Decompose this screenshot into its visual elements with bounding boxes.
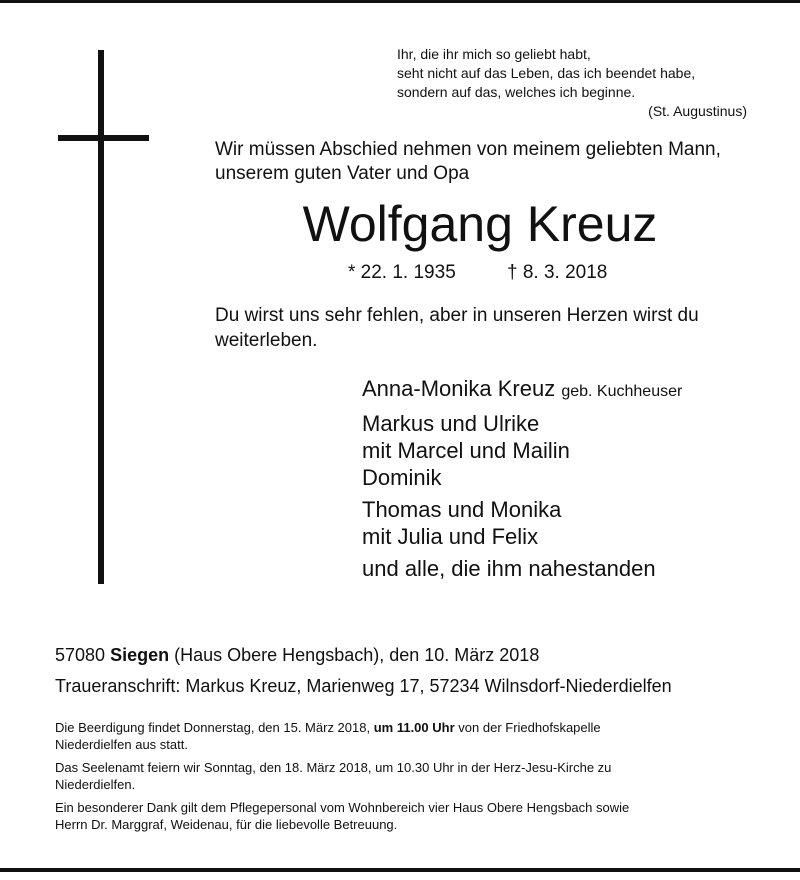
mourner-widow xyxy=(362,375,792,405)
mourner-line: und alle, die ihm nahestanden xyxy=(362,556,656,581)
mourning-address: Traueranschrift: Markus Kreuz, Marienweg 17, 57234 Wilnsdorf-Niederdielfen xyxy=(55,676,672,696)
motto-quote xyxy=(397,45,747,121)
postcode: 57080 xyxy=(55,645,106,665)
mourner-line: Markus und Ulrike xyxy=(362,411,540,436)
requiem-line: Das Seelenamt feiern wir Sonntag, den 18. März 2018, um 10.30 Uhr in der Herz-Jesu-Kirche zu xyxy=(55,760,612,775)
motto-line: Ihr, die ihr mich so geliebt habt, xyxy=(397,46,591,62)
widow-name: Anna-Monika Kreuz xyxy=(362,376,556,401)
thanks-line: Herrn Dr. Marggraf, Weidenau, für die liebevolle Betreuung. xyxy=(55,817,398,832)
mourner-line: Dominik xyxy=(362,465,442,490)
service-notes xyxy=(55,719,745,839)
message-line: weiterleben. xyxy=(215,330,318,351)
funeral-time: um 11.00 Uhr xyxy=(373,720,455,735)
birth-date: * 22. 1. 1935 xyxy=(348,262,456,283)
motto-line: sondern auf das, welches ich beginne. xyxy=(397,84,636,100)
city: Siegen xyxy=(110,645,170,665)
funeral-note xyxy=(55,719,745,753)
motto-source: (St. Augustinus) xyxy=(648,103,747,119)
intro-text xyxy=(215,138,755,186)
mourner-line: mit Julia und Felix xyxy=(362,524,539,549)
message-line: Du wirst uns sehr fehlen, aber in unseren Herzen wirst du xyxy=(215,305,699,326)
requiem-line: Niederdielfen. xyxy=(55,777,136,792)
place-date-rest: (Haus Obere Hengsbach), den 10. März 2018 xyxy=(174,645,540,665)
motto-line: seht nicht auf das Leben, das ich beendet habe, xyxy=(397,65,696,81)
bottom-border xyxy=(0,868,800,872)
mourner-line: mit Marcel und Mailin xyxy=(362,438,570,463)
death-date: † 8. 3. 2018 xyxy=(507,262,608,283)
funeral-text-line-2: Niederdielfen aus statt. xyxy=(55,737,188,752)
thanks-note xyxy=(55,799,745,833)
intro-line: unserem guten Vater und Opa xyxy=(215,163,470,184)
farewell-message xyxy=(215,303,760,353)
widow-birth-name: geb. Kuchheuser xyxy=(561,383,683,400)
deceased-name: Wolfgang Kreuz xyxy=(302,196,658,252)
funeral-text-cont: von der Friedhofskapelle xyxy=(458,720,601,735)
top-border xyxy=(0,0,800,3)
cross-vertical-bar xyxy=(98,50,104,584)
intro-line: Wir müssen Abschied nehmen von meinem geliebten Mann, xyxy=(215,139,721,160)
funeral-text: Die Beerdigung findet Donnerstag, den 15. März 2018, xyxy=(55,720,371,735)
mourners-list xyxy=(362,375,792,582)
mourner-line: Thomas und Monika xyxy=(362,497,562,522)
requiem-note xyxy=(55,759,745,793)
thanks-line: Ein besonderer Dank gilt dem Pflegepersonal vom Wohnbereich vier Haus Obere Hengsbach sowie xyxy=(55,800,630,815)
place-and-date xyxy=(55,644,539,666)
cross-horizontal-bar xyxy=(58,135,149,141)
